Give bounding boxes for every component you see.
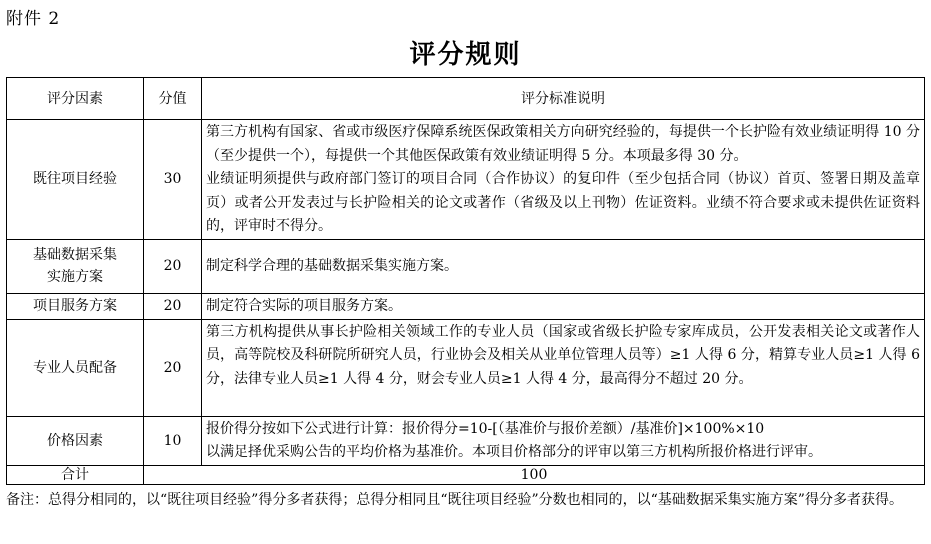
score-cell: 20	[144, 293, 202, 319]
factor-cell: 专业人员配备	[7, 319, 144, 416]
score-cell: 20	[144, 239, 202, 293]
description-text: 以满足择优采购公告的平均价格为基准价。本项目价格部分的评审以第三方机构所报价格进行评审。	[206, 444, 822, 460]
description-text: 第三方机构有国家、省或市级医疗保障系统医保政策相关方向研究经验的，每提供一个长护险有效业绩证明得 10 分（至少提供一个），每提供一个其他医保政策有效业绩证明得 5 分。本项最多得 30 分。	[206, 124, 920, 164]
description-cell	[202, 120, 925, 240]
factor-text: 实施方案	[47, 269, 103, 285]
table-header-row	[7, 78, 925, 120]
table-row	[7, 239, 925, 293]
factor-cell: 既往项目经验	[7, 120, 144, 240]
page-title: 评分规则	[409, 40, 522, 70]
description-text: 报价得分按如下公式进行计算：报价得分=10-[（基准价与报价差额）/基准价]×100%×10	[206, 420, 765, 437]
description-cell: 制定符合实际的项目服务方案。	[202, 293, 925, 319]
description-cell	[202, 416, 925, 465]
attachment-label: 附件 2	[6, 9, 61, 29]
table-row	[7, 416, 925, 465]
description-cell: 第三方机构提供从事长护险相关领域工作的专业人员（国家或省级长护险专家库成员，公开发表相关论文或著作人员，高等院校及科研院所研究人员，行业协会及相关从业单位管理人员等）≥1 人得 6 分，精算专业人员≥1 人得 6 分，法律专业人员≥1 人得 4 分，财会专业人员≥1 人得 4 分，最高得分不超过 20 分。	[202, 319, 925, 416]
table-row	[7, 293, 925, 319]
total-value: 100	[144, 465, 925, 484]
footnote: 备注：总得分相同的，以“既往项目经验”得分多者获得；总得分相同且“既往项目经验”分数也相同的，以“基础数据采集实施方案”得分多者获得。	[6, 492, 903, 508]
score-cell: 10	[144, 416, 202, 465]
score-cell: 20	[144, 319, 202, 416]
score-cell: 30	[144, 120, 202, 240]
header-factor: 评分因素	[7, 78, 144, 120]
description-cell: 制定科学合理的基础数据采集实施方案。	[202, 239, 925, 293]
total-row	[7, 465, 925, 484]
total-label: 合计	[7, 465, 144, 484]
scoring-table	[6, 77, 925, 485]
description-text: 业绩证明须提供与政府部门签订的项目合同（合作协议）的复印件（至少包括合同（协议）首页、签署日期及盖章页）或者公开发表过与长护险相关的论文或著作（省级及以上刊物）佐证资料。业绩不符合要求或未提供佐证资料的，评审时不得分。	[206, 171, 920, 234]
factor-cell: 价格因素	[7, 416, 144, 465]
header-score: 分值	[144, 78, 202, 120]
factor-cell	[7, 239, 144, 293]
header-description: 评分标准说明	[202, 78, 925, 120]
table-row	[7, 120, 925, 240]
factor-text: 基础数据采集	[33, 247, 117, 263]
factor-cell: 项目服务方案	[7, 293, 144, 319]
table-row	[7, 319, 925, 416]
